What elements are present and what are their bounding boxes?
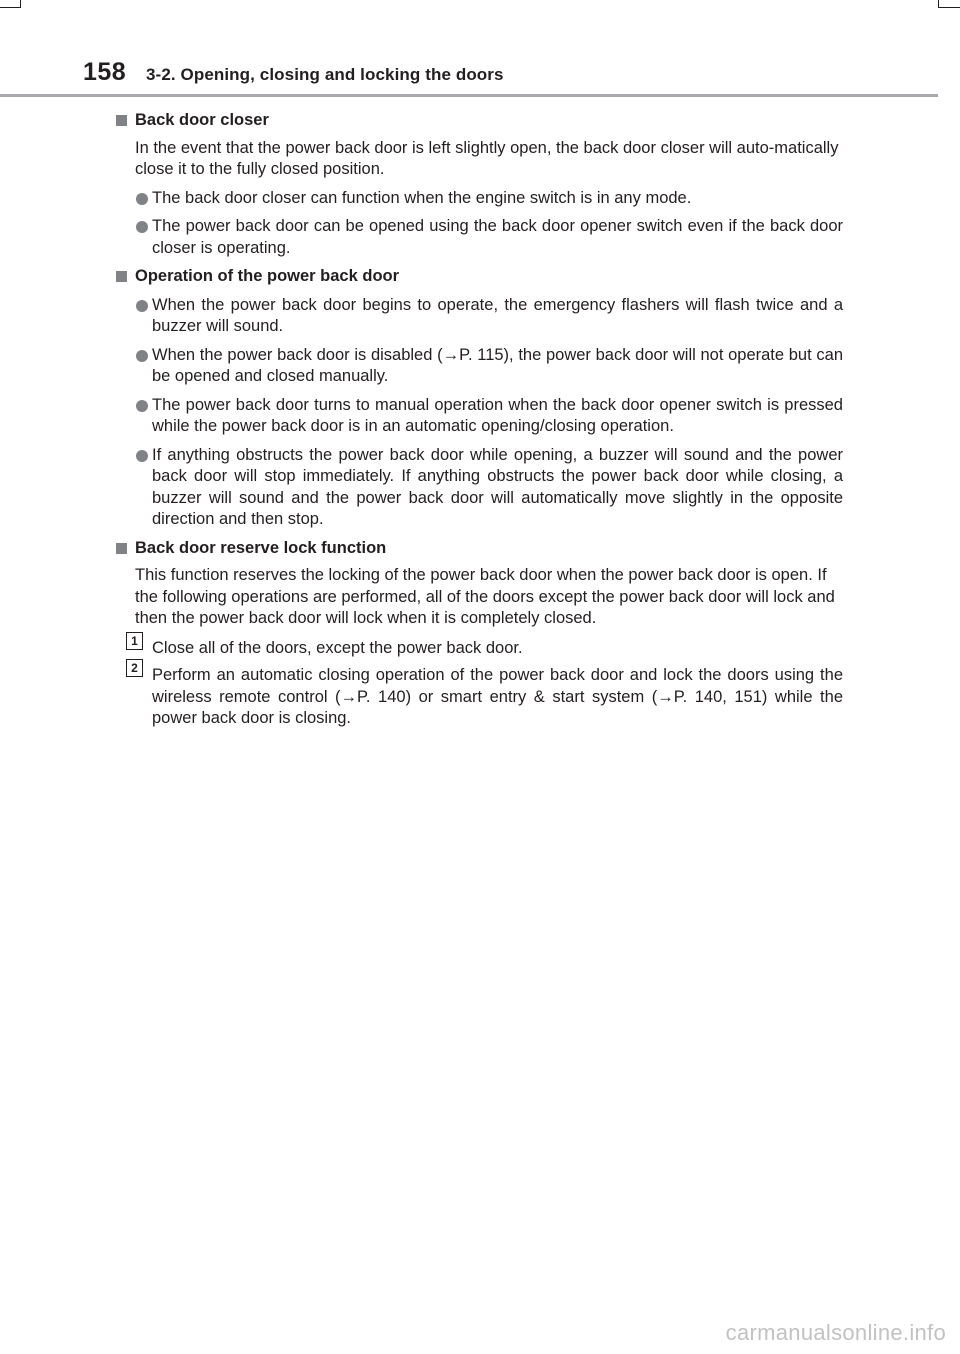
circle-bullet-icon [136, 450, 148, 462]
step-text: Perform an automatic closing operation of the power back door and lock the doors using the wireless remote control (→P. 140) or smart entry & start system (→P. 140, 151) while the power back door is closing. [152, 666, 843, 727]
square-bullet-icon [116, 115, 127, 126]
list-item-text: The power back door can be opened using the back door opener switch even if the back door closer is operating. [152, 217, 843, 257]
crop-mark-top-left-horizontal [0, 7, 20, 8]
section-heading-text: Operation of the power back door [135, 267, 400, 285]
list-item-text: If anything obstructs the power back door while opening, a buzzer will sound and the power back door will stop immediately. If anything obstructs the power back door while closing, a buzzer will sound and the power back door will automatically move slightly in the opposite direction and then stop. [152, 445, 843, 528]
list-item [115, 295, 843, 338]
list-item [115, 395, 843, 438]
section-heading-text: Back door reserve lock function [135, 538, 387, 557]
step-item [115, 661, 843, 730]
page-header [83, 58, 938, 96]
square-bullet-icon [116, 543, 127, 554]
step-number-badge: 2 [126, 659, 143, 677]
page-number: 158 [83, 58, 127, 86]
watermark: carmanualsonline.info [725, 1320, 946, 1345]
paragraph: This function reserves the locking of the power back door when the power back door is open. If the following operations are performed, all of the doors except the power back door will lock and then the power back door will lock when it is completely closed. [135, 566, 835, 627]
list-item-text: The back door closer can function when the engine switch is in any mode. [152, 188, 692, 207]
list-item [115, 445, 843, 531]
square-bullet-icon [116, 271, 127, 282]
crop-mark-top-left [20, 0, 21, 8]
circle-bullet-icon [136, 193, 148, 205]
step-item [115, 633, 843, 660]
section-heading-text: Back door closer [135, 111, 269, 129]
crop-mark-top-right-horizontal [938, 7, 960, 8]
section-heading-back-door-closer [115, 110, 843, 132]
section-heading-operation [115, 266, 843, 288]
circle-bullet-icon [136, 300, 148, 312]
list-item [115, 188, 843, 210]
step-number-badge: 1 [126, 632, 143, 650]
list-item-text: The power back door turns to manual operation when the back door opener switch is pressed while the power back door is in an automatic opening/closing operation. [152, 395, 843, 435]
step-text: Close all of the doors, except the power back door. [152, 638, 523, 657]
section-title: 3-2. Opening, closing and locking the doors [146, 65, 504, 84]
list-item [115, 216, 843, 259]
list-item-text: When the power back door is disabled (→P. 115), the power back door will not operate but can be opened and closed manually. [152, 345, 843, 385]
list-item [115, 345, 843, 388]
header-rule [0, 94, 938, 97]
circle-bullet-icon [136, 400, 148, 412]
page-content [115, 110, 843, 730]
section-heading-reserve-lock [115, 538, 843, 560]
circle-bullet-icon [136, 221, 148, 233]
circle-bullet-icon [136, 350, 148, 362]
paragraph: In the event that the power back door is left slightly open, the back door closer will auto-matically close it to the fully closed position. [135, 138, 839, 178]
list-item-text: When the power back door begins to operate, the emergency flashers will flash twice and a buzzer will sound. [152, 295, 843, 335]
